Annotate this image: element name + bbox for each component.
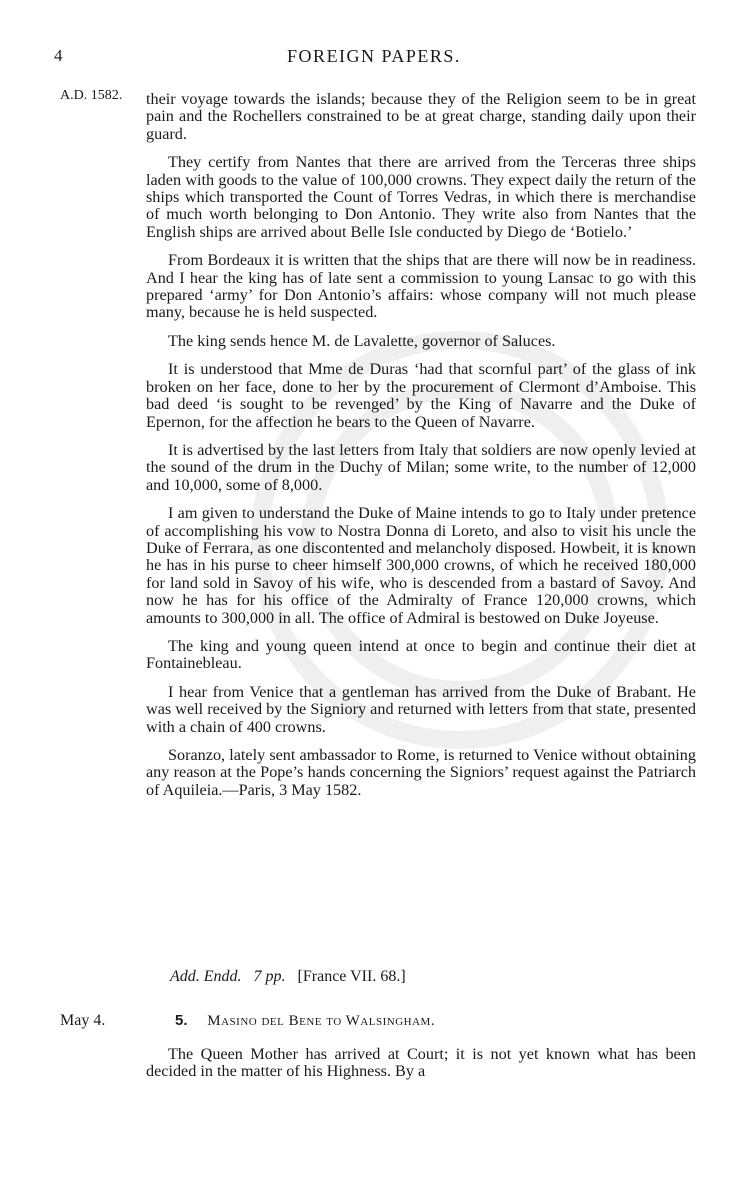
entry-heading [175, 1012, 435, 1030]
entry-date: May 4. [60, 1012, 106, 1029]
page-header [0, 46, 748, 70]
paragraph: It is understood that Mme de Duras ‘had that scornful part’ of the glass of ink broken on her face, done to her by the procurement of Clermont d’Amboise. This bad deed ‘is sought to be revenged’ by the King of Navarre and the Duke of Epernon, for the affection he bears to the Queen of Navarre. [146, 360, 696, 431]
paragraph: The Queen Mother has arrived at Court; it is not yet known what has been decided in the matter of his Highness. By a [146, 1045, 696, 1081]
year-margin-note [60, 88, 122, 104]
paragraph: I hear from Venice that a gentleman has arrived from the Duke of Brabant. He was well received by the Signiory and returned with letters from that state, presented with a chain of 400 crowns. [146, 682, 696, 736]
paragraph: The king and young queen intend at once to begin and continue their diet at Fontainebleau. [146, 636, 696, 673]
page-count: 7 pp. [253, 968, 286, 985]
paragraph: I am given to understand the Duke of Maine intends to go to Italy under pretence of accomplishing his vow to Nostra Donna di Loreto, and also to visit his uncle the Duke of Ferrara, as one discontented and melancholy disposed. Howbeit, it is known he has in his purse to cheer himself 300,000 crowns, of which he received 180,000 for land sold in Savoy of his wife, who is descended from a bastard of Savoy. And now he has for his office of the Admiralty of France 120,000 crowns, which amounts to 300,000 in all. The office of Admiral is bestowed on Duke Joyeuse. [146, 504, 696, 627]
paragraph: They certify from Nantes that there are arrived from the Terceras three ships laden with goods to the value of 100,000 crowns. They expect daily the return of the ships which transported the Count of Torres Vedras, in which there is merchandise of much worth belonging to Don Antonio. They write also from Nantes that the English ships are arrived about Belle Isle conducted by Diego de ‘Botielo.’ [146, 153, 696, 241]
paragraph: their voyage towards the islands; because they of the Religion seem to be in great pain and the Rochellers constrained to be at great charge, standing daily upon their guard. [146, 90, 696, 143]
archive-citation: [France VII. 68.] [297, 968, 406, 985]
paragraph: The king sends hence M. de Lavalette, governor of Saluces. [168, 331, 556, 350]
letter-body [146, 91, 696, 810]
entry-body [146, 1046, 696, 1081]
running-title: FOREIGN PAPERS. [287, 46, 461, 66]
year-label: A.D. 1582. [60, 88, 123, 103]
entry-number: 5. [175, 1012, 188, 1029]
endorsement-note: Add. Endd. [170, 968, 242, 985]
paragraph: Soranzo, lately sent ambassador to Rome, is returned to Venice without obtaining any reason at the Pope’s hands concerning the Signiors’ request against the Patriarch of Aquileia.—Paris, 3 May 1582. [146, 746, 696, 799]
document-reference [170, 968, 406, 986]
paragraph: It is advertised by the last letters from Italy that soldiers are now openly levied at the sound of the drum in the Duchy of Milan; some write, to the number of 12,000 and 10,000, some of 8,000. [146, 440, 696, 494]
page-number: 4 [54, 46, 63, 65]
paragraph: From Bordeaux it is written that the ships that are there will now be in readiness. And I hear the king has of late sent a commission to young Lansac to go with this prepared ‘army’ for Don Antonio’s affairs: whose company will not much please many, because he is held suspected. [146, 251, 696, 322]
entry-title: Masino del Bene to Walsingham. [207, 1013, 436, 1029]
